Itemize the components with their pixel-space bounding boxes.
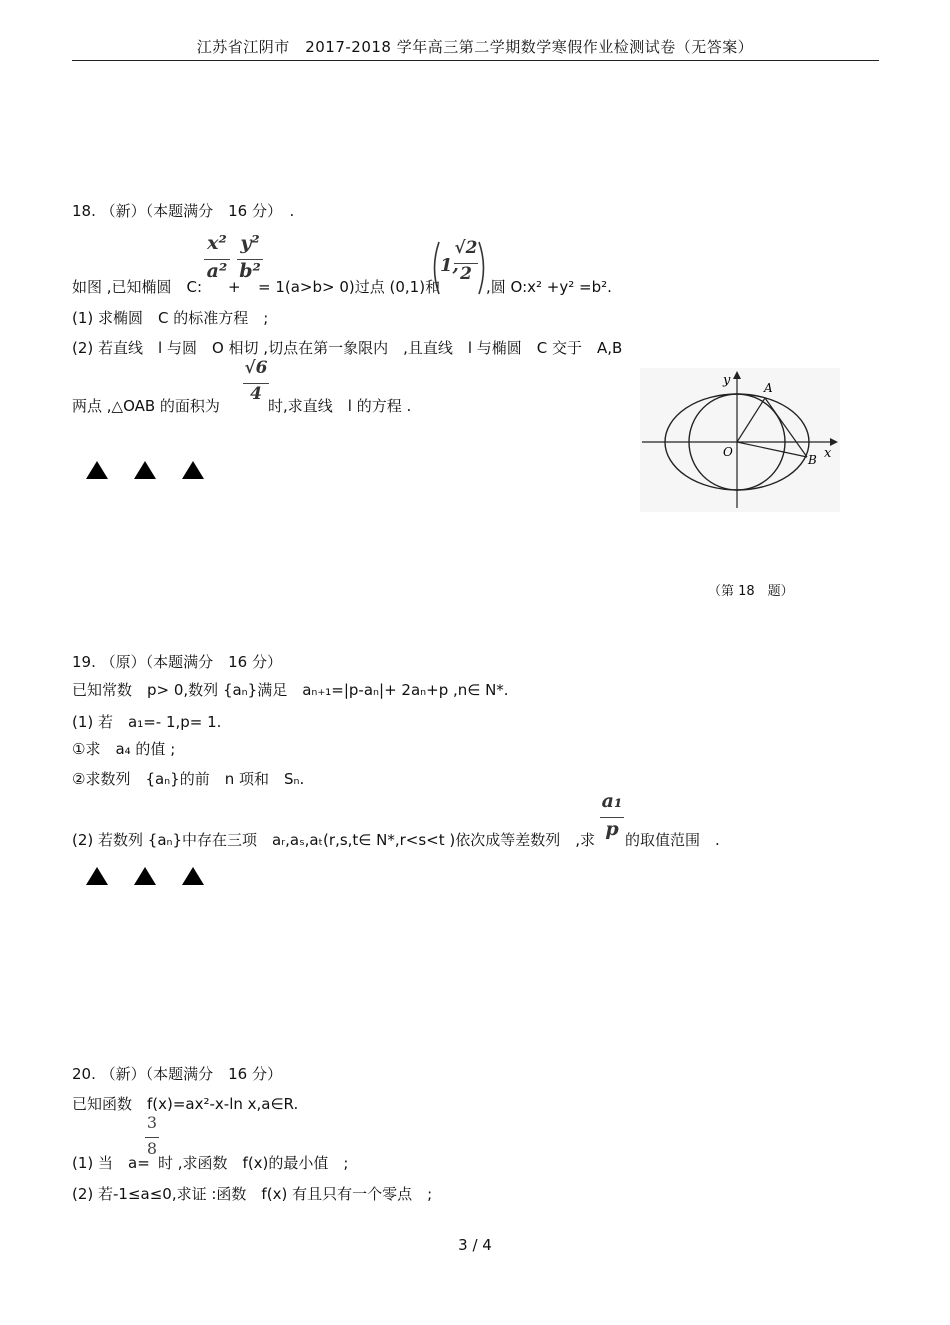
q20-a-line [145, 1137, 159, 1138]
q20-part1-pre: (1) 当 a= [72, 1154, 150, 1172]
label-o: O [723, 445, 733, 459]
q18-figure [640, 368, 840, 512]
q19-ratio-num: a₁ [601, 790, 623, 812]
q18-part2b-pre: 两点 ,△OAB 的面积为 [72, 397, 220, 415]
label-y: y [723, 373, 731, 388]
q18-plus: + [228, 278, 241, 296]
q20-a-num: 3 [146, 1113, 158, 1132]
page-number: 3 / 4 [458, 1236, 492, 1254]
q19-part2-post: 的取值范围 . [625, 831, 720, 849]
q18-area-num: √6 [244, 358, 268, 378]
q18-point-one: 1, [440, 255, 459, 276]
q18-frac1-den: a² [206, 260, 228, 282]
q18-point-den: 2 [460, 264, 472, 284]
q20-part1-post: 时 ,求函数 f(x)的最小值 ; [158, 1154, 349, 1172]
q18-title: 18. （新）（本题满分 16 分） . [72, 202, 295, 220]
answer-triangle [182, 461, 204, 479]
q18-caption: （第 18 题） [708, 584, 794, 599]
q18-frac2-num: y² [240, 232, 260, 254]
q19-title: 19. （原）（本题满分 16 分） [72, 653, 282, 671]
q18-part2b-post: 时,求直线 l 的方程 . [268, 397, 412, 415]
label-x: x [824, 446, 832, 461]
q19-sub2: ②求数列 {aₙ}的前 n 项和 Sₙ. [72, 770, 305, 788]
answer-triangle [134, 867, 156, 885]
label-b: B [808, 453, 817, 467]
answer-triangle [134, 461, 156, 479]
q19-part1: (1) 若 a₁=- 1,p= 1. [72, 713, 222, 731]
q20-part2: (2) 若-1≤a≤0,求证 :函数 f(x) 有且只有一个零点 ; [72, 1185, 433, 1203]
answer-triangle [86, 867, 108, 885]
q19-sub1: ①求 a₄ 的值 ; [72, 740, 176, 758]
q18-area-den: 4 [250, 384, 262, 404]
q19-given: 已知常数 p> 0,数列 {aₙ}满足 aₙ₊₁=|p-aₙ|+ 2aₙ+p ,n∈ N*. [72, 681, 509, 699]
q20-given: 已知函数 f(x)=ax²-x-ln x,a∈R. [72, 1095, 299, 1113]
answer-triangle [86, 461, 108, 479]
q19-ratio-den: p [605, 818, 619, 840]
q18-intro-c: ,圆 O:x² +y² =b². [486, 278, 612, 296]
q20-title: 20. （新）（本题满分 16 分） [72, 1065, 282, 1083]
answer-triangle [182, 867, 204, 885]
q18-part2a: (2) 若直线 l 与圆 O 相切 ,切点在第一象限内 ,且直线 l 与椭圆 C 交于 A,B [72, 339, 623, 357]
header-rule [72, 60, 879, 61]
q20-a-den: 8 [146, 1139, 158, 1158]
q18-point-num: √2 [454, 238, 478, 258]
q18-frac2-den: b² [239, 260, 261, 282]
q18-part1: (1) 求椭圆 C 的标准方程 ; [72, 309, 269, 327]
q18-intro-b: = 1(a>b> 0)过点 (0,1)和 [258, 278, 441, 296]
q19-part2-pre: (2) 若数列 {aₙ}中存在三项 aᵣ,aₛ,aₜ(r,s,t∈ N*,r<s<t )依次成等差数列 ,求 [72, 831, 596, 849]
page-header: 江苏省江阴市 2017-2018 学年高三第二学期数学寒假作业检测试卷（无答案） [196, 38, 754, 56]
q18-intro-a: 如图 ,已知椭圆 C: [72, 278, 203, 296]
q18-frac1-num: x² [207, 232, 227, 254]
label-a: A [764, 381, 773, 395]
